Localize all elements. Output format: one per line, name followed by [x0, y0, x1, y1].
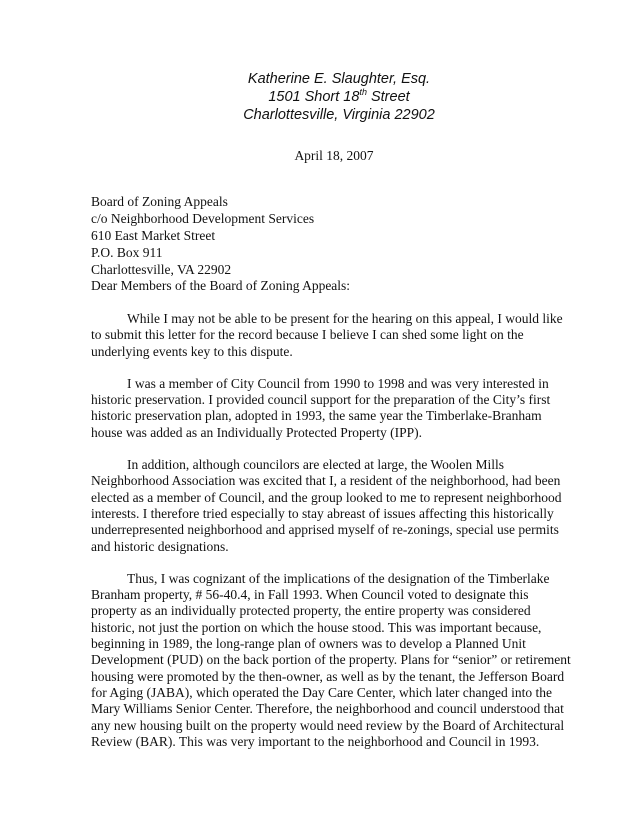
body-paragraph — [91, 376, 561, 441]
paragraph-line: any new housing built on the property would need review by the Board of Architectural — [91, 717, 565, 733]
paragraph-line: and historic designations. — [91, 538, 229, 554]
sender-name: Katherine E. Slaughter, Esq. — [247, 71, 431, 87]
paragraph-line: beginning in 1989, the long-range plan of owners was to develop a Planned Unit — [91, 636, 526, 652]
letter-body — [91, 311, 571, 766]
sender-street-ordinal: th — [359, 87, 367, 98]
letter-date: April 18, 2007 — [294, 148, 374, 163]
recipient-line: Charlottesville, VA 22902 — [91, 262, 232, 277]
paragraph-line: property as an individually protected property, the entire property was considered — [91, 603, 531, 619]
paragraph-line: historic preservation plan, adopted in 1993, the same year the Timberlake-Branham — [91, 408, 542, 424]
letterhead — [0, 70, 640, 124]
paragraph-line: underlying events key to this dispute. — [91, 343, 293, 359]
paragraph-line: In addition, although councilors are elected at large, the Woolen Mills — [127, 457, 505, 473]
recipient-line: Board of Zoning Appeals — [91, 194, 228, 209]
paragraph-line: historic, not just the portion on which the house stood. This was important because, — [91, 619, 542, 635]
paragraph-line: Neighborhood Association was excited that I, a resident of the neighborhood, had been — [91, 473, 561, 489]
paragraph-line: for Aging (JABA), which operated the Day Care Center, which later changed into the — [91, 684, 552, 700]
paragraph-line: interests. I therefore tried especially to stay abreast of issues affecting this historically — [91, 505, 554, 521]
recipient-line: P.O. Box 911 — [91, 245, 163, 260]
paragraph-line: Mary Williams Senior Center. Therefore, the neighborhood and council understood that — [91, 701, 564, 717]
paragraph-line: Branham property, # 56-40.4, in Fall 1993. When Council voted to designate this — [91, 587, 529, 603]
recipient-address — [91, 193, 314, 278]
body-paragraph — [91, 570, 571, 750]
paragraph-line: to submit this letter for the record because I believe I can shed some light on the — [91, 327, 524, 343]
sender-street — [38, 88, 640, 106]
paragraph-line: housing were promoted by the then-owner, as well as by the tenant, the Jefferson Board — [91, 668, 565, 684]
paragraph-line: I was a member of City Council from 1990 to 1998 and was very interested in — [127, 375, 549, 391]
sender-street-name: Street — [366, 89, 410, 105]
body-paragraph — [91, 457, 561, 555]
paragraph-line: underrepresented neighborhood and apprised myself of re-zonings, special use permits — [91, 522, 559, 538]
paragraph-line: elected as a member of Council, and the group looked to me to represent neighborhood — [91, 489, 562, 505]
paragraph-line: historic preservation. I provided council support for the preparation of the City’s first — [91, 392, 551, 408]
sender-city: Charlottesville, Virginia 22902 — [243, 107, 435, 123]
sender-street-number: 1501 Short 18 — [268, 89, 360, 105]
body-paragraph — [91, 311, 561, 360]
paragraph-line: While I may not be able to be present for the hearing on this appeal, I would like — [127, 311, 563, 326]
recipient-line: 610 East Market Street — [91, 228, 216, 243]
paragraph-line: Development (PUD) on the back portion of the property. Plans for “senior” or retirement — [91, 652, 571, 668]
paragraph-line: Thus, I was cognizant of the implications of the designation of the Timberlake — [127, 570, 550, 586]
paragraph-line: house was added as an Individually Protected Property (IPP). — [91, 424, 423, 440]
salutation: Dear Members of the Board of Zoning Appeals: — [91, 278, 351, 293]
recipient-line: c/o Neighborhood Development Services — [91, 211, 315, 226]
paragraph-line: Review (BAR). This was very important to the neighborhood and Council in 1993. — [91, 733, 540, 749]
